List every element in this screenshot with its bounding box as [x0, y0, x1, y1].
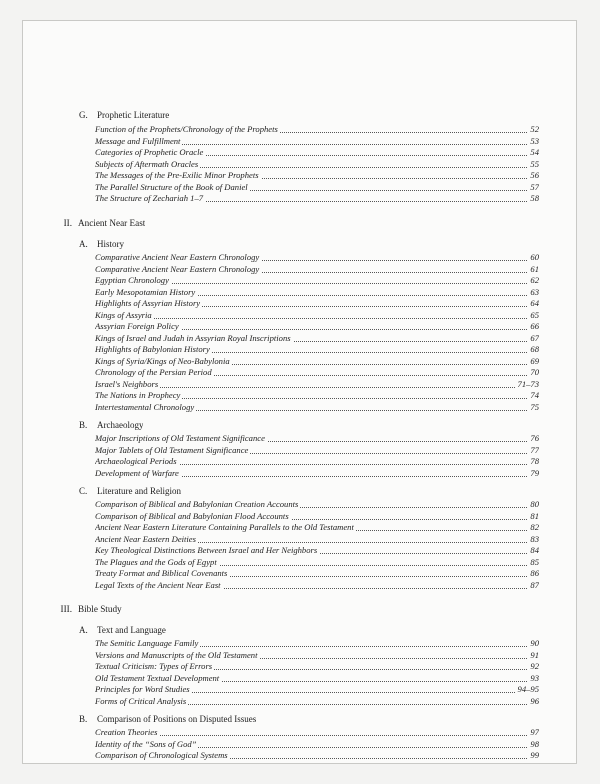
toc-entry: [95, 389, 539, 401]
toc-entry-page: 82: [530, 522, 539, 532]
toc-entry-title: Kings of Assyria: [95, 309, 152, 320]
toc-entry-page: 92: [530, 661, 539, 671]
toc-entry: [95, 556, 539, 568]
toc-entry: [95, 378, 539, 390]
toc-entry-title: The Structure of Zechariah 1–7: [95, 193, 204, 203]
toc-entry-page: 65: [530, 309, 539, 320]
toc-entry: [95, 726, 539, 738]
subsection-letter: C.: [79, 486, 88, 496]
toc-entry-page: 91: [530, 649, 539, 660]
toc-subsection-heading: [79, 624, 166, 636]
toc-entry-page: 61: [530, 263, 539, 274]
toc-subsection-heading: [79, 238, 124, 250]
toc-entry: [95, 544, 539, 556]
toc-entry-title: The Messages of the Pre-Exilic Minor Prophets: [95, 170, 259, 180]
toc-entry-title: Highlights of Assyrian History: [95, 298, 201, 308]
subsection-title: Text and Language: [97, 625, 166, 635]
toc-entry-title: Chronology of the Persian Period: [95, 367, 212, 377]
toc-entry-title: Versions and Manuscripts of the Old Testament: [95, 649, 258, 660]
toc-entry: [95, 749, 539, 761]
toc-entry-title: Forms of Critical Analysis: [95, 695, 187, 706]
toc-section-heading: [56, 603, 122, 615]
toc-entry-page: 97: [530, 727, 539, 737]
toc-entry: [95, 181, 539, 193]
toc-entry-title: The Plagues and the Gods of Egypt: [95, 556, 217, 567]
toc-subsection-heading: [79, 419, 143, 431]
leader-dots: [95, 735, 539, 736]
toc-entry-page: 85: [530, 556, 539, 567]
toc-subsection-heading: [79, 109, 169, 121]
toc-entry: [95, 432, 539, 444]
toc-entry-page: 75: [530, 401, 539, 412]
toc-entry-title: Early Mesopotamian History: [95, 286, 196, 297]
toc-entry: [95, 135, 539, 147]
toc-entry-page: 55: [530, 158, 539, 169]
toc-entry-page: 81: [530, 510, 539, 521]
toc-entry: [95, 579, 539, 591]
toc-entry: [95, 343, 539, 355]
toc-entry-title: Identity of the “Sons of God”: [95, 738, 197, 749]
toc-entry-page: 71–73: [517, 378, 539, 389]
toc-entry-title: Creation Theories: [95, 727, 158, 737]
toc-entry: [95, 146, 539, 158]
toc-entry-title: Treaty Format and Biblical Covenants: [95, 568, 228, 578]
toc-entry-title: Legal Texts of the Ancient Near East: [95, 579, 221, 590]
toc-entry: [95, 695, 539, 707]
toc-entry-page: 70: [530, 367, 539, 377]
toc-entry-title: Categories of Prophetic Oracle: [95, 147, 204, 157]
toc-entry-page: 69: [530, 355, 539, 366]
toc-entry-page: 74: [530, 390, 539, 400]
toc-entry-title: Kings of Israel and Judah in Assyrian Royal Inscriptions: [95, 332, 291, 343]
toc-entry: [95, 320, 539, 332]
subsection-title: Comparison of Positions on Disputed Issues: [97, 714, 257, 724]
toc-entry-page: 58: [530, 193, 539, 203]
toc-entry-title: Comparison of Chronological Systems: [95, 750, 228, 760]
toc-entry: [95, 401, 539, 413]
subsection-letter: B.: [79, 714, 88, 724]
toc-entry-page: 86: [530, 568, 539, 578]
leader-dots: [95, 318, 539, 319]
toc-entry-page: 87: [530, 579, 539, 590]
toc-entry-page: 90: [530, 638, 539, 648]
toc-entry: [95, 297, 539, 309]
toc-subsection-heading: [79, 713, 256, 725]
toc-entry: [95, 169, 539, 181]
toc-entry: [95, 123, 539, 135]
toc-entry-title: Old Testament Textual Development: [95, 672, 220, 683]
toc-entry: [95, 355, 539, 367]
toc-entry-page: 84: [530, 545, 539, 555]
toc-entry: [95, 309, 539, 321]
toc-entry: [95, 637, 539, 649]
toc-entry: [95, 683, 539, 695]
toc-entry: [95, 444, 539, 456]
toc-entry-page: 93: [530, 672, 539, 683]
toc-entry-title: Comparison of Biblical and Babylonian Flood Accounts: [95, 510, 289, 521]
toc-entry-title: Assyrian Foreign Policy: [95, 321, 179, 331]
toc-entry-title: Ancient Near Eastern Deities: [95, 533, 196, 544]
section-title: Bible Study: [78, 604, 122, 614]
toc-entry-title: Development of Warfare: [95, 467, 179, 478]
toc-entry: [95, 158, 539, 170]
toc-entry-page: 80: [530, 499, 539, 509]
subsection-title: Archaeology: [97, 420, 144, 430]
toc-entry-title: Ancient Near Eastern Literature Containing Parallels to the Old Testament: [95, 522, 354, 532]
toc-entry: [95, 332, 539, 344]
toc-entry-title: Comparative Ancient Near Eastern Chronology: [95, 263, 260, 274]
toc-entry-title: The Nations in Prophecy: [95, 390, 181, 400]
toc-entry-page: 52: [530, 124, 539, 134]
toc-entry-title: Kings of Syria/Kings of Neo-Babylonia: [95, 355, 230, 366]
subsection-letter: A.: [79, 239, 88, 249]
toc-entry-title: Israel's Neighbors: [95, 378, 159, 389]
section-numeral: II.: [63, 218, 72, 228]
subsection-title: History: [97, 239, 124, 249]
toc-entry-page: 56: [530, 170, 539, 180]
subsection-letter: B.: [79, 420, 88, 430]
toc-entry-title: Textual Criticism: Types of Errors: [95, 661, 213, 671]
toc-subsection-heading: [79, 485, 181, 497]
toc-entry-page: 67: [530, 332, 539, 343]
toc-entry-title: Major Inscriptions of Old Testament Significance: [95, 433, 265, 443]
toc-entry-title: Subjects of Aftermath Oracles: [95, 158, 199, 169]
toc-entry: [95, 274, 539, 286]
toc-entry: [95, 510, 539, 522]
toc-entry-title: Function of the Prophets/Chronology of the Prophets: [95, 124, 278, 134]
subsection-title: Literature and Religion: [97, 486, 181, 496]
toc-entry-title: Archaeological Periods: [95, 456, 177, 466]
toc-entry: [95, 672, 539, 684]
toc-entry-title: Key Theological Distinctions Between Israel and Her Neighbors: [95, 545, 318, 555]
toc-entry-title: Message and Fulfillment: [95, 135, 181, 146]
toc-entry-page: 60: [530, 252, 539, 262]
toc-entry: [95, 286, 539, 298]
toc-entry-page: 66: [530, 321, 539, 331]
toc-entry: [95, 366, 539, 378]
toc-entry-page: 54: [530, 147, 539, 157]
leader-dots: [95, 387, 539, 388]
toc-entry-page: 99: [530, 750, 539, 760]
toc-section-heading: [56, 217, 145, 229]
toc-entry: [95, 498, 539, 510]
toc-entry-title: Major Tablets of Old Testament Significance: [95, 444, 249, 455]
toc-entry-page: 96: [530, 695, 539, 706]
toc-entry: [95, 660, 539, 672]
toc-entry: [95, 567, 539, 579]
toc-entry-title: Intertestamental Chronology: [95, 401, 195, 412]
toc-entry-page: 62: [530, 275, 539, 285]
toc-entry-page: 63: [530, 286, 539, 297]
toc-entry-title: The Parallel Structure of the Book of Daniel: [95, 181, 248, 192]
toc-entry-page: 98: [530, 738, 539, 749]
toc-entry-page: 68: [530, 344, 539, 354]
toc-entry-title: Highlights of Babylonian History: [95, 344, 210, 354]
section-title: Ancient Near East: [78, 218, 146, 228]
toc-entry: [95, 263, 539, 275]
toc-entry: [95, 533, 539, 545]
toc-entry-page: 76: [530, 433, 539, 443]
toc-entry-page: 79: [530, 467, 539, 478]
toc-entry: [95, 649, 539, 661]
toc-entry-title: The Semitic Language Family: [95, 638, 199, 648]
toc-entry: [95, 521, 539, 533]
toc-entry: [95, 251, 539, 263]
toc-entry: [95, 738, 539, 750]
toc-entry-page: 77: [530, 444, 539, 455]
toc-entry: [95, 467, 539, 479]
toc-entry-page: 64: [530, 298, 539, 308]
subsection-title: Prophetic Literature: [97, 110, 170, 120]
toc-entry-page: 78: [530, 456, 539, 466]
toc-entry: [95, 192, 539, 204]
subsection-letter: A.: [79, 625, 88, 635]
section-numeral: III.: [60, 604, 72, 614]
toc-entry-page: 83: [530, 533, 539, 544]
toc-entry: [95, 455, 539, 467]
book-page: [22, 20, 577, 764]
subsection-letter: G.: [79, 110, 88, 120]
toc-entry-title: Principles for Word Studies: [95, 684, 190, 694]
toc-entry-title: Egyptian Chronology: [95, 275, 169, 285]
toc-entry-page: 53: [530, 135, 539, 146]
toc-entry-title: Comparative Ancient Near Eastern Chronology: [95, 252, 260, 262]
toc-entry-title: Comparison of Biblical and Babylonian Creation Accounts: [95, 499, 299, 509]
toc-entry-page: 94–95: [517, 684, 539, 694]
toc-entry-page: 57: [530, 181, 539, 192]
